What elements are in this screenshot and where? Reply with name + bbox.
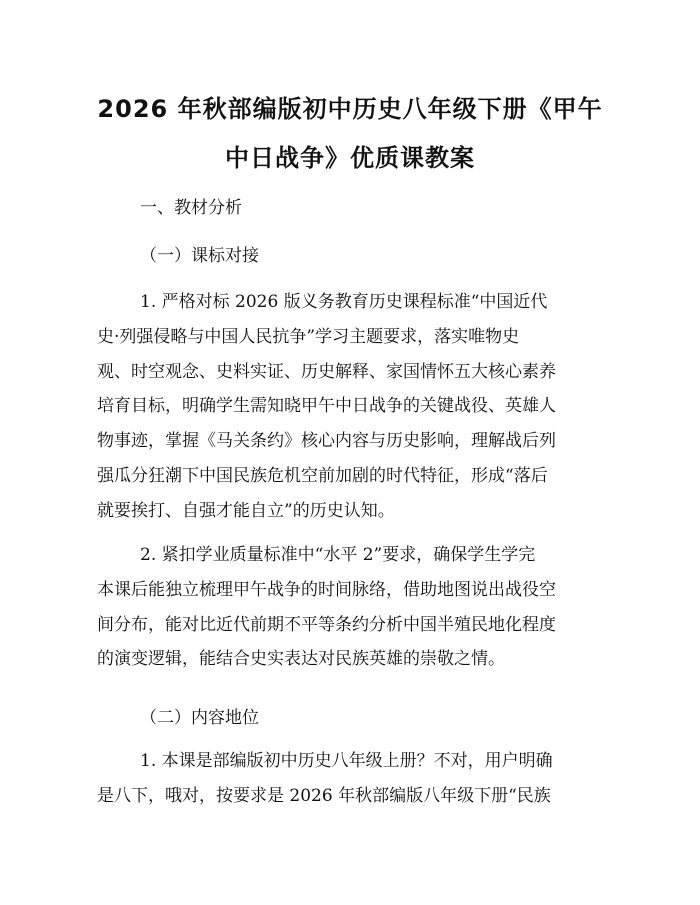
paragraph-1-line: 观、时空观念、史料实证、历史解释、家国情怀五大核心素养 — [97, 361, 556, 382]
paragraph-1-line: 强瓜分狂潮下中国民族危机空前加剧的时代特征，形成“落后 — [97, 465, 548, 486]
document-title-line-2: 中日战争》优质课教案 — [225, 144, 475, 172]
subsection-heading-curriculum-alignment: （一）课标对接 — [140, 246, 259, 266]
paragraph-3-line: 是八下，哦对，按要求是 2026 年秋部编版八年级下册“民族 — [97, 785, 551, 806]
paragraph-1-line: 史·列强侵略与中国人民抗争”学习主题要求，落实唯物史 — [97, 326, 520, 347]
paragraph-1-line: 培育目标，明确学生需知晓甲午中日战争的关键战役、英雄人 — [97, 396, 556, 417]
paragraph-2-line: 本课后能独立梳理甲午战争的时间脉络，借助地图说出战役空 — [97, 579, 556, 600]
paragraph-1-line: 物事迹，掌握《马关条约》核心内容与历史影响，理解战后列 — [97, 431, 556, 452]
paragraph-1-line: 1. 严格对标 2026 版义务教育历史课程标准“中国近代 — [140, 292, 548, 312]
document-title-line-1: 2026 年秋部编版初中历史八年级下册《甲午 — [97, 95, 603, 123]
paragraph-2 — [97, 538, 607, 677]
paragraph-1 — [97, 285, 607, 529]
paragraph-2-line: 2. 紧扣学业质量标准中“水平 2”要求，确保学生学完 — [140, 545, 536, 565]
paragraph-3 — [97, 744, 607, 814]
paragraph-3-line: 1. 本课是部编版初中历史八年级上册？不对，用户明确 — [140, 751, 553, 771]
paragraph-2-line: 间分布，能对比近代前期不平等条约分析中国半殖民地化程度 — [97, 614, 556, 635]
section-heading-textbook-analysis: 一、教材分析 — [140, 198, 242, 218]
paragraph-1-line: 就要挨打、自强才能自立”的历史认知。 — [97, 500, 395, 521]
paragraph-2-line: 的演变逻辑，能结合史实表达对民族英雄的崇敬之情。 — [97, 649, 505, 670]
subsection-heading-content-position: （二）内容地位 — [140, 708, 259, 728]
